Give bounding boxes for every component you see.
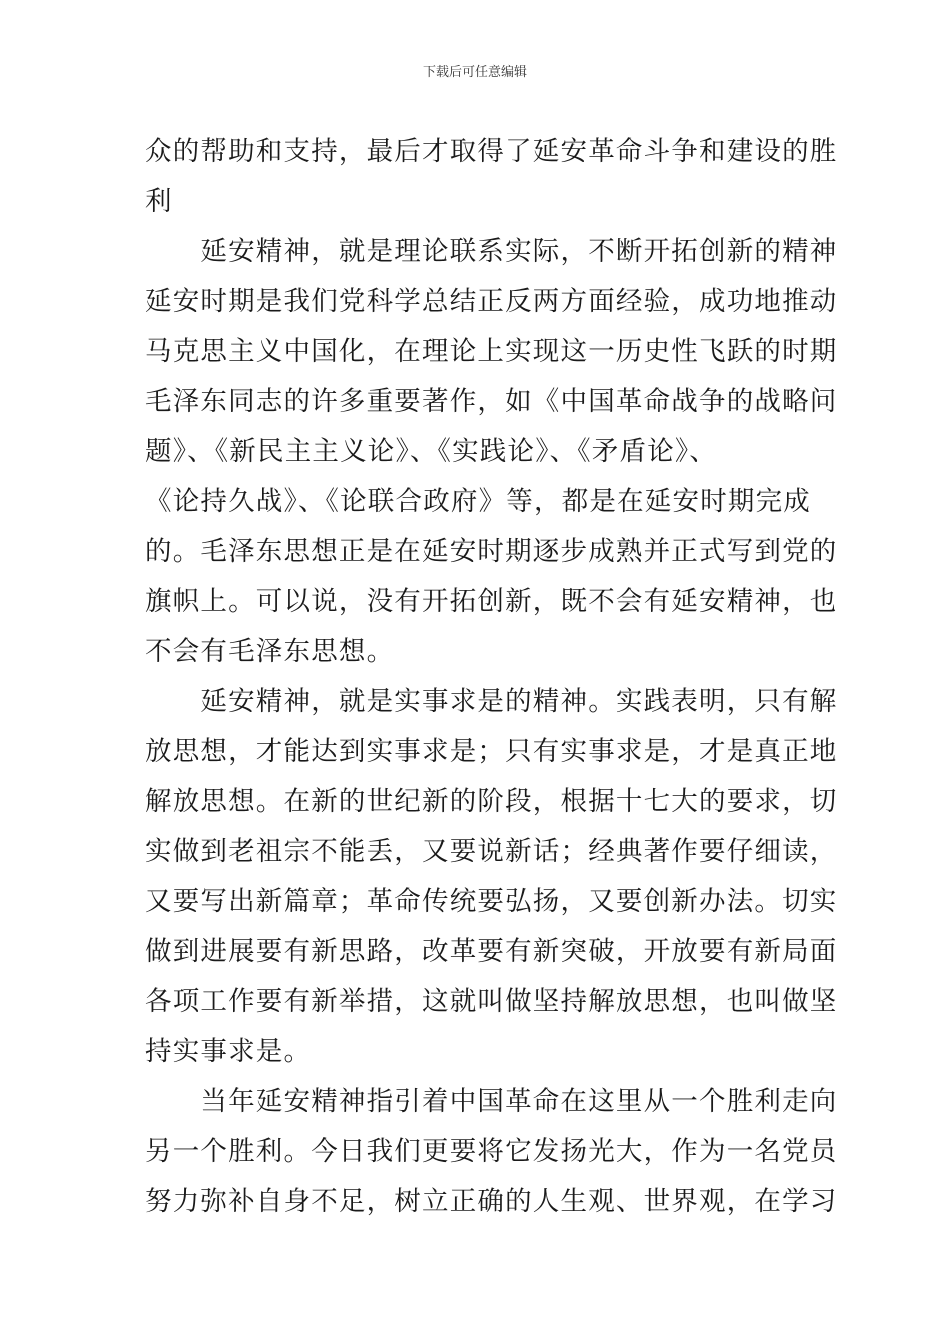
- text-line: 题》、《新民主主义论》、《实践论》、《矛盾论》、: [145, 436, 718, 467]
- text-line: 延安精神，就是理论联系实际，不断开拓创新的精神: [145, 236, 838, 267]
- text-line: 各项工作要有新举措，这就叫做坚持解放思想，也叫做坚: [145, 986, 838, 1017]
- text-line: 另一个胜利。今日我们更要将它发扬光大，作为一名党员: [145, 1136, 838, 1167]
- text-line: 又要写出新篇章；革命传统要弘扬，又要创新办法。切实: [145, 886, 838, 917]
- text-line: 实做到老祖宗不能丢，又要说新话；经典著作要仔细读，: [145, 836, 838, 867]
- text-line: 延安时期是我们党科学总结正反两方面经验，成功地推动: [145, 286, 838, 317]
- text-line: 众的帮助和支持，最后才取得了延安革命斗争和建设的胜: [145, 136, 838, 167]
- body-text: [145, 127, 838, 1227]
- text-line: 持实事求是。: [145, 1036, 312, 1067]
- text-line: 旗帜上。可以说，没有开拓创新，既不会有延安精神，也: [145, 586, 838, 617]
- text-line: 当年延安精神指引着中国革命在这里从一个胜利走向: [145, 1086, 838, 1117]
- text-line: 做到进展要有新思路，改革要有新突破，开放要有新局面: [145, 936, 838, 967]
- page-header: 下载后可任意编辑: [422, 65, 527, 80]
- text-line: 《论持久战》、《论联合政府》等，都是在延安时期完成: [145, 486, 811, 517]
- text-line: 延安精神，就是实事求是的精神。实践表明，只有解: [145, 686, 838, 717]
- text-line: 解放思想。在新的世纪新的阶段，根据十七大的要求，切: [145, 786, 838, 817]
- text-line: 马克思主义中国化，在理论上实现这一历史性飞跃的时期: [145, 336, 838, 367]
- text-line: 不会有毛泽东思想。: [145, 636, 395, 667]
- text-line: 放思想，才能达到实事求是；只有实事求是，才是真正地: [145, 736, 838, 767]
- text-line: 利: [145, 186, 173, 217]
- text-line: 毛泽东同志的许多重要著作，如《中国革命战争的战略问: [145, 386, 838, 417]
- text-line: 的。毛泽东思想正是在延安时期逐步成熟并正式写到党的: [145, 536, 838, 567]
- text-line: 努力弥补自身不足，树立正确的人生观、世界观，在学习: [145, 1186, 838, 1217]
